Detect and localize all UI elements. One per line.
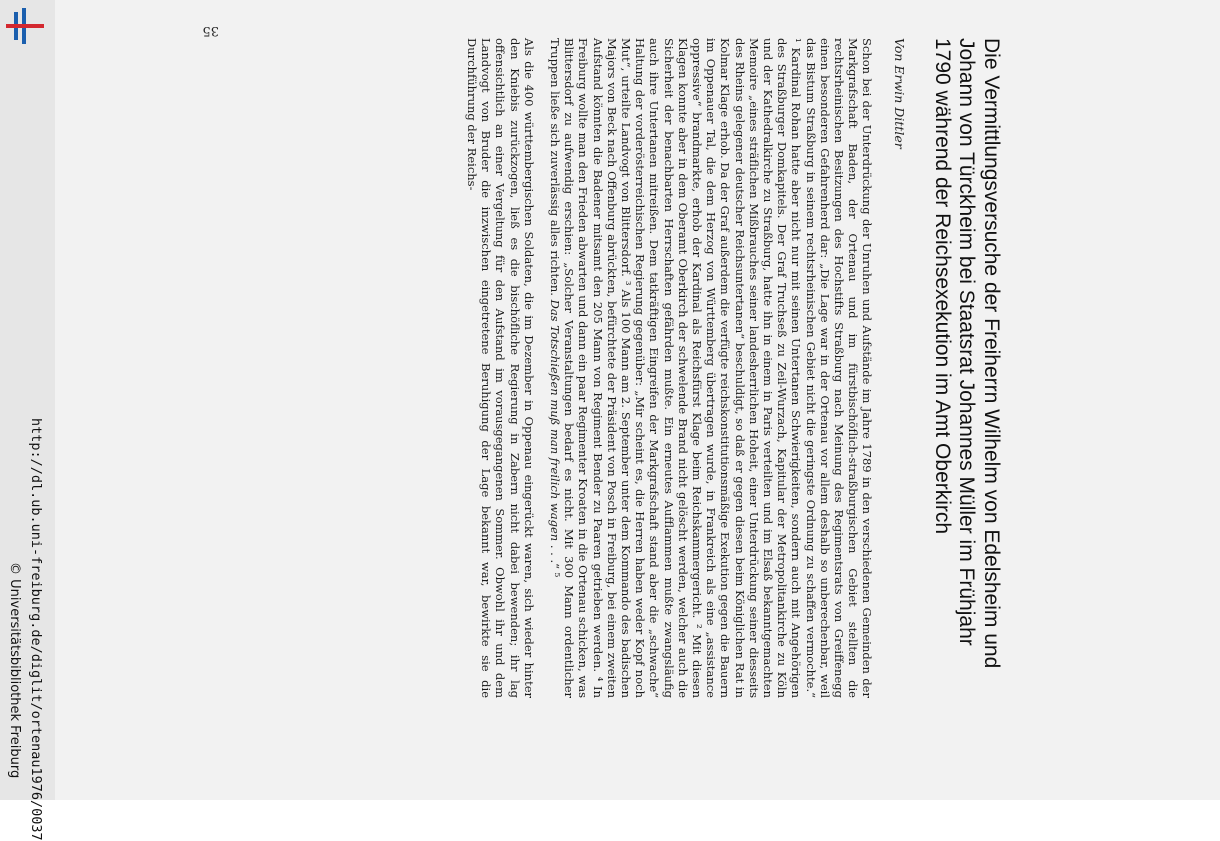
document-url[interactable]: http://dl.ub.uni-freiburg.de/diglit/ortenau1976/0037 [28, 418, 44, 841]
body-paragraph-1 [548, 38, 875, 698]
scanned-page [55, 0, 1220, 800]
paragraph-1-italic: Das Totschießen muß man freilich wagen [548, 299, 563, 542]
page-content [191, 23, 1021, 698]
article-title: Die Vermittlungsversuche der Freiherrn Wilhelm von Edelsheim und Johann von Türckheim bei Staatsrat Johannes Müller im Frühjahr 1790 während der Reichsexekution im Amt Oberkirch [931, 38, 1003, 669]
body-paragraph-2: Als die 400 württembergischen Soldaten, die im Dezember in Oppenau eingerückt waren, sich wieder hinter den Kniebis zurückzogen, ließ es die bischöfliche Regierung in Zabern nicht dabei bewenden; ihr lag offensichtlich an einer Vergeltung für den Aufstand im vorausgegangenen Sommer. Obwohl ihr und dem Landvogt von Bruder die inzwischen eingetretene Beruhigung der Lage bekannt war, bewirkte sie die Durchführung der Reichs- [465, 38, 536, 698]
article-author: Von Erwin Dittler [892, 38, 908, 149]
page-number: 35 [202, 23, 219, 38]
copyright-notice: © Universitätsbibliothek Freiburg [7, 562, 22, 779]
viewer-sidebar [0, 0, 55, 841]
paragraph-1-end: . . .“ ⁵ [548, 541, 563, 578]
paragraph-1-text: Schon bei der Unterdrückung der Unruhen und Aufstände im Jahre 1789 in den verschiedenen Gemeinden der Markgrafschaft Baden, der Ortenau und im fürstbischöflich-straßburgischen Gebiet stellten die rechtsrheinischen Besitzungen des Hochstifts Straßburg nach Meinung des Regimentsrats von Greiffenegg einen besonderen Gefahrenherd dar: „Die Lage war in der Ortenau vor allem deshalb so unberechenbar, weil das Bistum Straßburg in seinem rechtsrheinischen Gebiet nicht die geringste Ordnung zu schaffen vermochte.“ ¹ Kardinal Rohan hatte aber nicht nur mit seinen Untertanen Schwierigkeiten, sondern auch mit Angehörigen des Straßburger Domkapitels. Der Graf Truchseß zu Zeil-Wurzach, Kapitular der Metropolitankirche zu Köln und der Kathedralkirche zu Straßburg, hatte ihn in einem in Paris verteilten und im Elsaß bekanntgemachten Memoire „eines sträflichen Mißbrauches seiner landesherrlichen Hoheit, einer Unterdrückung seiner diesseits des Rheins gelegener deutscher Reichsuntertanen“ beschuldigt, so daß er gegen diesen beim Königlichen Rat in Kolmar Klage erhob. Da der Graf außerdem die verfügte reichskonstitutionsmäßige Exekution gegen die Bauern im Oppenauer Tal, die dem Herzog von Württemberg übertragen wurde, in Frankreich als eine „assistance oppressive“ brandmarkte, erhob der Kardinal als Reichsfürst Klage beim Reichskammergericht. ² Mit diesen Klagen konnte aber in dem Oberamt Oberkirch der schwelende Brand nicht gelöscht werden, welcher auch die Sicherheit der benachbarten Herrschaften gefährden mußte. Ein erneutes Aufflammen mußte zwangsläufig auch ihre Untertanen mitreißen. Dem tatkräftigen Eingreifen der Markgrafschaft stand aber die „schwache“ Haltung der vorderösterreichischen Regierung gegenüber: „Mir scheint es, die Herren haben weder Kopf noch Mut“, urteilte Landvogt von Blittersdorf. ³ Als 100 Mann am 2. September unter dem Kommando des badischen Majors von Beck nach Offenburg abrückten, befürchtete der Präsident von Posch in Freiburg, bei einem zweiten Aufstand könnten die Badener mitsamt den 205 Mann von Regiment Bender zu Paaren getrieben werden. ⁴ In Freiburg wollte man den Frieden abwarten und dann ein paar Regimenter Kroaten in die Ortenau schicken, was Blittersdorf zu aufwendig erschien: „Solcher Veranstaltungen bedarf es nicht. Mit 300 Mann ordentlicher Truppen ließe sich zuverlässig alles richten. [548, 38, 875, 698]
logo-red-bar [6, 24, 44, 28]
library-logo-icon [4, 4, 46, 46]
